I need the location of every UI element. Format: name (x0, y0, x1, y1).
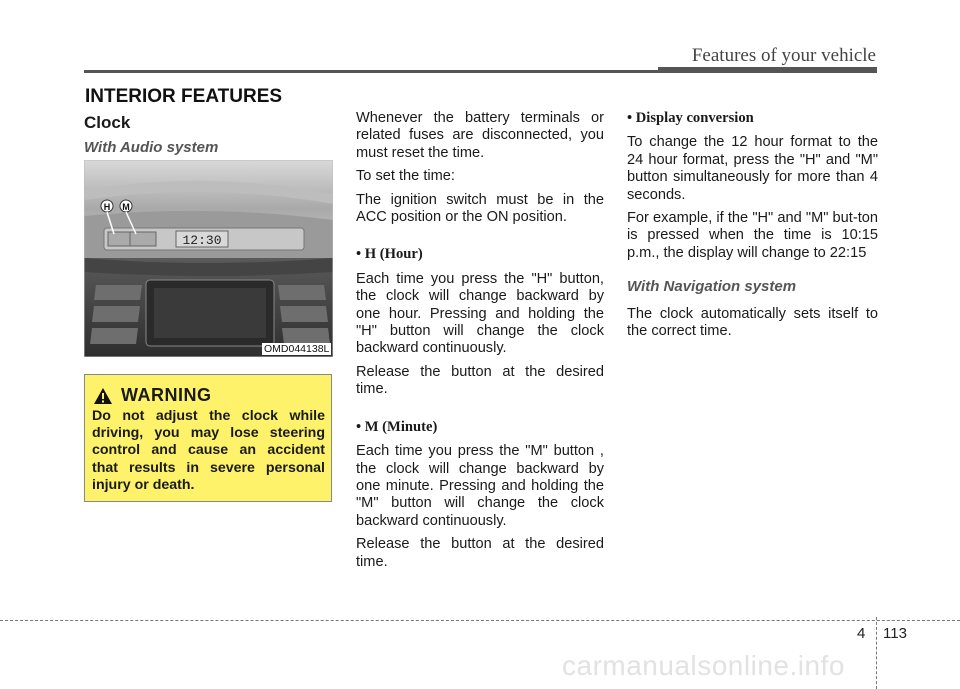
ignition-paragraph: The ignition switch must be in the ACC position or the ON position. (356, 191, 604, 226)
example-paragraph: For example, if the "H" and "M" but-ton is pressed when the time is 10:15 p.m., the display will change to 22:15 (627, 210, 878, 261)
header-rule-accent (658, 67, 877, 73)
navigation-subheading: With Navigation system (627, 278, 797, 296)
warning-title: WARNING (121, 385, 212, 405)
hour-paragraph: Each time you press the "H" button, the clock will change backward by one hour. Pressing and holding the "H" button will change the clock backward continuously. (356, 270, 604, 357)
footer-divider (876, 617, 877, 689)
figure-caption: OMD044138L (264, 343, 330, 355)
warning-text: Do not adjust the clock while driving, you may lose steering control and cause an accident that results in severe personal injury or death. (92, 408, 325, 493)
minute-release-paragraph: Release the button at the desired time. (356, 536, 604, 570)
set-time-intro: To set the time: (356, 168, 455, 185)
warning-triangle-icon (93, 387, 113, 405)
column-left (84, 110, 333, 167)
section-title: INTERIOR FEATURES (85, 86, 283, 107)
section-number: 4 (857, 625, 866, 642)
hour-release-paragraph: Release the button at the desired time. (356, 363, 604, 398)
battery-paragraph: Whenever the battery terminals or related fuses are disconnected, you must reset the time. (356, 110, 604, 161)
clock-heading: Clock (84, 113, 131, 132)
hour-heading: • H (Hour) (356, 246, 423, 263)
minute-heading: • M (Minute) (356, 418, 438, 435)
column-right (627, 110, 878, 346)
warning-header (93, 385, 212, 406)
navigation-paragraph: The clock automatically sets itself to the correct time. (627, 305, 878, 340)
watermark: carmanualsonline.info (562, 650, 845, 681)
minute-paragraph: Each time you press the "M" button , the clock will change backward by one minute. Pressing and holding the "M" button will change the clock backward continuously. (356, 443, 604, 529)
column-middle (356, 110, 604, 577)
display-time: 12:30 (182, 233, 222, 248)
display-conversion-paragraph: To change the 12 hour format to the 24 hour format, press the "H" and "M" button simultaneously for more than 4 seconds. (627, 134, 878, 203)
warning-box (84, 374, 332, 502)
page-number: 113 (883, 625, 907, 642)
clock-dashboard-illustration (84, 160, 333, 357)
footer-rule (0, 620, 960, 621)
header-title: Features of your vehicle (691, 45, 876, 66)
audio-system-subheading: With Audio system (84, 139, 219, 157)
hour-button-label: H (103, 202, 111, 212)
display-conversion-heading: • Display conversion (627, 110, 754, 126)
minute-button-label: M (122, 202, 130, 212)
